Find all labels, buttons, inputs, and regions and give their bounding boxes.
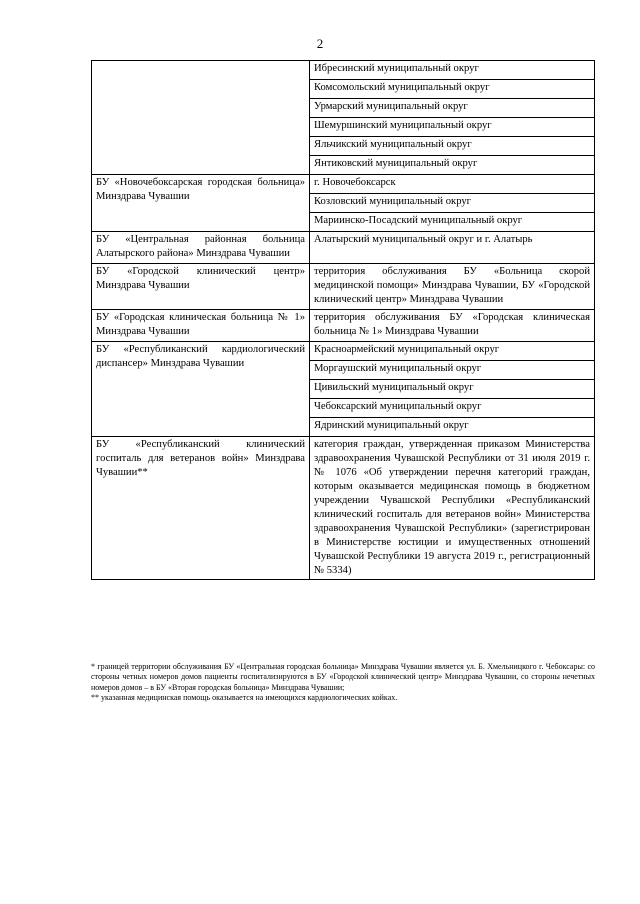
table-row	[92, 175, 595, 194]
territory-cell: Цивильский муниципальный округ	[310, 379, 595, 398]
org-cell: БУ «Республиканский кардиологический диспансер» Минздрава Чувашии	[92, 341, 310, 436]
territory-cell: категория граждан, утвержденная приказом Министерства здравоохранения Чувашской Республики от 31 июля 2019 г. № 1076 «Об утверждении перечня категорий граждан, которым оказывается медицинская помощь в бюджетном учреждении Чувашской Республики «Республиканский клинический госпиталь для ветеранов войн» Министерства здравоохранения Чувашской Республики» (зарегистрирован в Министерстве юстиции и имущественных отношений Чувашской Республики 19 августа 2019 г., регистрационный № 5334)	[310, 436, 595, 580]
territory-cell: Моргаушский муниципальный округ	[310, 360, 595, 379]
footnotes	[91, 662, 595, 704]
org-cell: БУ «Новочебоксарская городская больница» Минздрава Чувашии	[92, 175, 310, 232]
table-row	[92, 436, 595, 580]
org-cell: БУ «Центральная районная больница Алатырского района» Минздрава Чувашии	[92, 232, 310, 264]
territory-cell: Алатырский муниципальный округ и г. Алатырь	[310, 232, 595, 264]
table-row	[92, 309, 595, 341]
territory-cell: Чебоксарский муниципальный округ	[310, 398, 595, 417]
territory-cell: Комсомольский муниципальный округ	[310, 80, 595, 99]
territory-cell: Шемуршинский муниципальный округ	[310, 118, 595, 137]
territory-cell: Янтиковский муниципальный округ	[310, 156, 595, 175]
territory-cell: территория обслуживания БУ «Больница скорой медицинской помощи» Минздрава Чувашии, БУ «Городской клинический центр» Минздрава Чувашии	[310, 263, 595, 309]
territory-cell: Козловский муниципальный округ	[310, 194, 595, 213]
territory-cell: Яльчикский муниципальный округ	[310, 137, 595, 156]
org-cell: БУ «Республиканский клинический госпиталь для ветеранов войн» Минздрава Чувашии**	[92, 436, 310, 580]
territory-cell: Красноармейский муниципальный округ	[310, 341, 595, 360]
table-row	[92, 263, 595, 309]
territory-cell: Урмарский муниципальный округ	[310, 99, 595, 118]
footnote-2: ** указанная медицинская помощь оказывается на имеющихся кардиологических койках.	[91, 693, 398, 703]
territory-cell: Ибресинский муниципальный округ	[310, 61, 595, 80]
table-row	[92, 341, 595, 360]
territory-cell: территория обслуживания БУ «Городская клиническая больница № 1» Минздрава Чувашии	[310, 309, 595, 341]
footnote-1: * границей территории обслуживания БУ «Центральная городская больница» Минздрава Чувашии является ул. Б. Хмельницкого г. Чебоксары: со стороны четных номеров домов пациенты госпитализируются в БУ «Городской клинический центр» Минздрава Чувашии, со стороны нечетных номеров домов – в БУ «Вторая городская больница» Минздрава Чувашии;	[91, 662, 595, 692]
table-row	[92, 61, 595, 80]
org-cell	[92, 61, 310, 175]
org-cell: БУ «Городской клинический центр» Минздрава Чувашии	[92, 263, 310, 309]
territory-cell: г. Новочебоксарск	[310, 175, 595, 194]
territory-cell: Мариинско-Посадский муниципальный округ	[310, 213, 595, 232]
table-row	[92, 232, 595, 264]
page-number: 2	[316, 36, 324, 51]
hospital-territory-table	[91, 60, 595, 580]
org-cell: БУ «Городская клиническая больница № 1» Минздрава Чувашии	[92, 309, 310, 341]
territory-cell: Ядринский муниципальный округ	[310, 417, 595, 436]
